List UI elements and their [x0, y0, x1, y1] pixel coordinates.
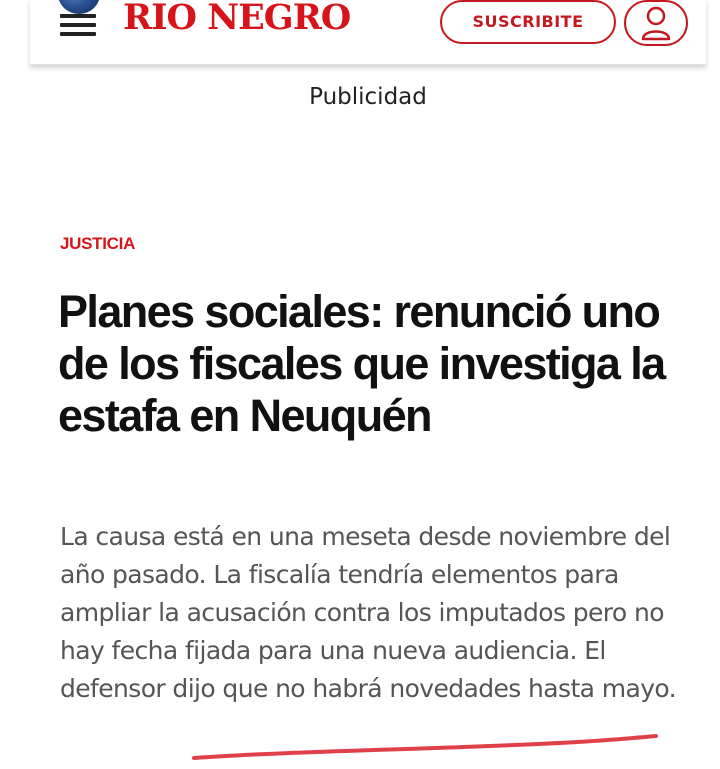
site-logo[interactable]: RIO NEGRO: [123, 0, 351, 38]
advertising-label: Publicidad: [309, 84, 427, 110]
subscribe-button[interactable]: SUSCRIBITE: [440, 0, 616, 44]
red-underline-annotation: [190, 730, 660, 764]
article-headline: Planes sociales: renunció uno de los fiscales que investiga la estafa en Neuquén: [58, 286, 665, 441]
menu-bar: [60, 32, 96, 36]
user-account-button[interactable]: [624, 0, 688, 46]
menu-bar: [60, 14, 96, 18]
article-category[interactable]: JUSTICIA: [60, 234, 136, 253]
hamburger-menu-icon[interactable]: [60, 10, 96, 40]
site-header: [30, 0, 706, 65]
article-lead: La causa está en una meseta desde noviembre del año pasado. La fiscalía tendría elementos para ampliar la acusación contra los imputados pero no hay fecha fijada para una nueva audiencia. El defensor dijo que no habrá novedades hasta mayo.: [60, 522, 676, 703]
menu-bar: [60, 23, 96, 27]
user-icon: [641, 5, 671, 41]
